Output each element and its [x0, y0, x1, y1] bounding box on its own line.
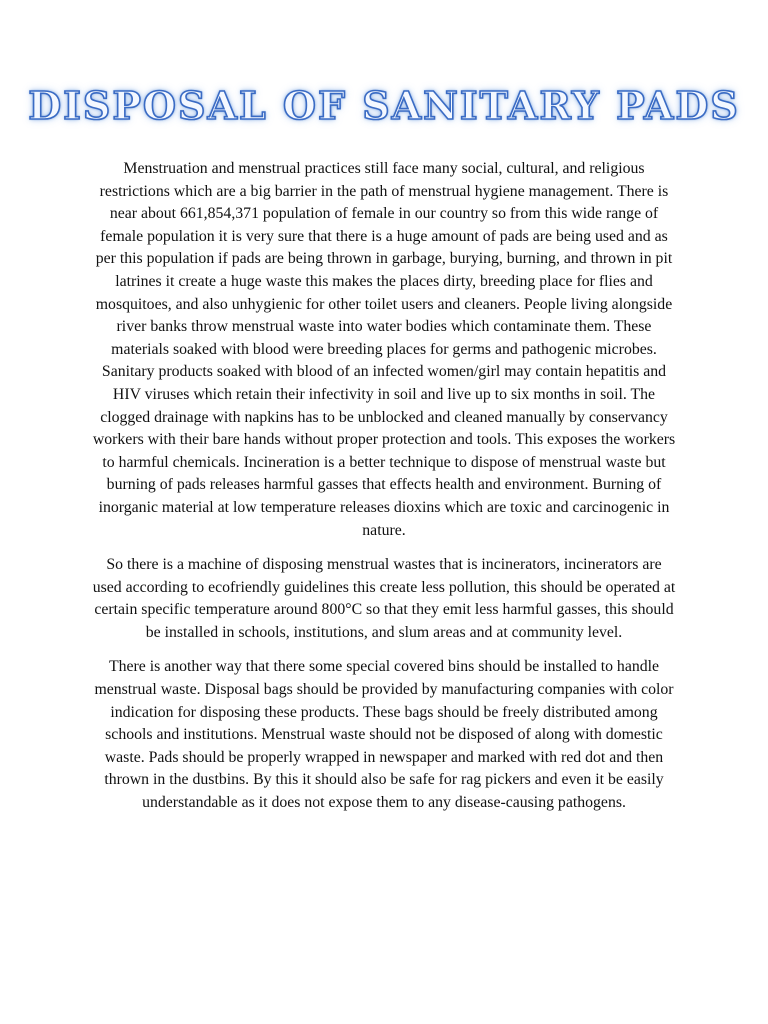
document-body — [90, 158, 678, 827]
paragraph-3: There is another way that there some special covered bins should be installed to handle menstrual waste. Disposal bags should be provided by manufacturing companies with color indication for disposing these products. These bags should be freely distributed among schools and institutions. Menstrual waste should not be disposed of along with domestic waste. Pads should be properly wrapped in newspaper and marked with red dot and then thrown in the dustbins. By this it should also be safe for rag pickers and even it be easily understandable as it does not expose them to any disease-causing pathogens. — [94, 658, 674, 812]
document-title: DISPOSAL OF SANITARY PADS — [28, 83, 740, 128]
paragraph-1: Menstruation and menstrual practices still face many social, cultural, and religious restrictions which are a big barrier in the path of menstrual hygiene management. There is near about 661,854,371 population of female in our country so from this wide range of female population it is very sure that there is a huge amount of pads are being used and as per this population if pads are being thrown in garbage, burying, burning, and thrown in pit latrines it create a huge waste this makes the places dirty, breeding place for flies and mosquitoes, and also unhygienic for other toilet users and cleaners. People living alongside river banks throw menstrual waste into water bodies which contaminate them. These materials soaked with blood were breeding places for germs and pathogenic microbes. Sanitary products soaked with blood of an infected women/girl may contain hepatitis and HIV viruses which retain their infectivity in soil and live up to six months in soil. The clogged drainage with napkins has to be unblocked and cleaned manually by conservancy workers with their bare hands without proper protection and tools. This exposes the workers to harmful chemicals. Incineration is a better technique to dispose of menstrual waste but burning of pads releases harmful gasses that effects health and environment. Burning of inorganic material at low temperature releases dioxins which are toxic and carcinogenic in nature. — [92, 160, 676, 539]
paragraph-2: So there is a machine of disposing menstrual wastes that is incinerators, incinerators are used according to ecofriendly guidelines this create less pollution, this should be operated at certain specific temperature around 800°C so that they emit less harmful gasses, this should be installed in schools, institutions, and slum areas and at community level. — [92, 556, 676, 641]
